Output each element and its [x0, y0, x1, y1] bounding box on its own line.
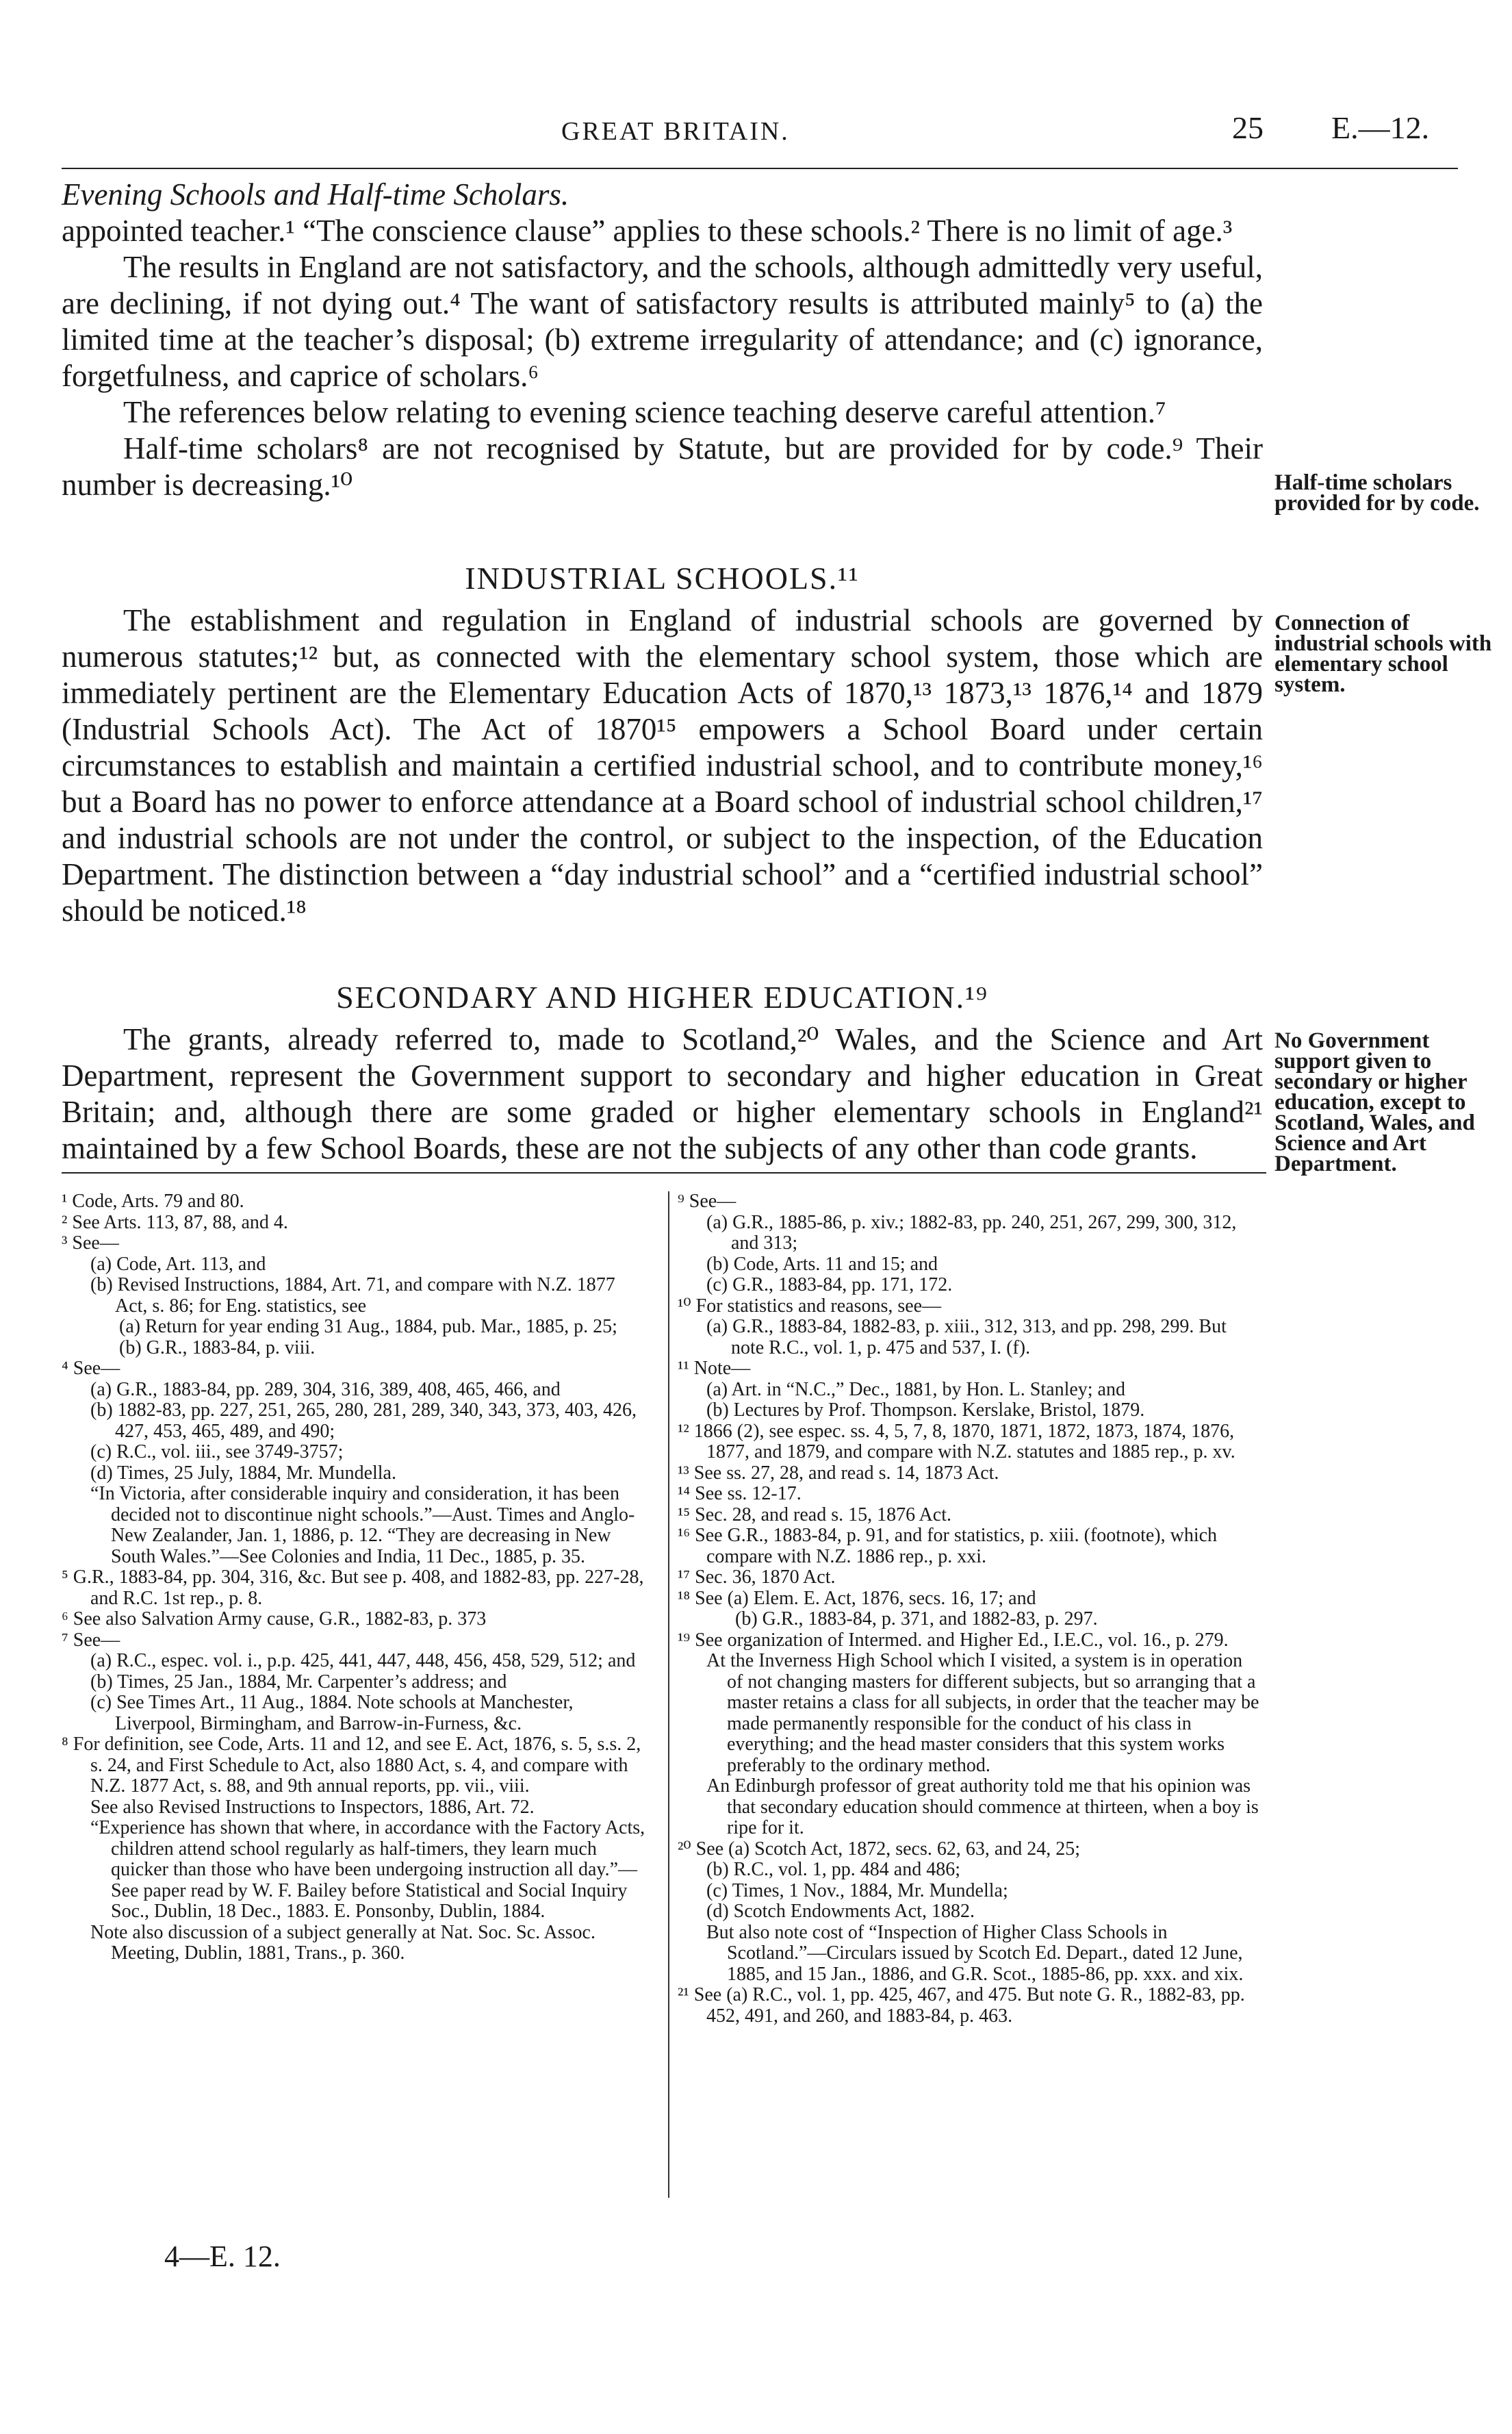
footnotes-right-column	[678, 1191, 1263, 2027]
footnote-line: ⁹ See—	[678, 1191, 736, 1212]
evening-paragraph-4: Half-time scholars⁸ are not recognised by Statute, but are provided for by code.⁹ Their number is decreasing.¹⁰	[62, 431, 1263, 502]
footnote-line: ⁷ See—	[62, 1629, 120, 1651]
footnote-line: (c) See Times Art., 11 Aug., 1884. Note schools at Manchester, Liverpool, Birmingham, and Barrow-in-Furness, &c.	[90, 1692, 574, 1734]
footnote-line: (b) G.R., 1883-84, p. viii.	[119, 1336, 316, 1358]
footnote-line: (a) Code, Art. 113, and	[90, 1253, 266, 1275]
footnote-line: But also note cost of “Inspection of Higher Class Schools in Scotland.”—Circulars issued by Scotch Ed. Depart., dated 12 June, 1885, and 15 Jan., 1886, and G.R. Scot., 1885-86, pp. xxx. and xix.	[706, 1921, 1244, 1985]
footnote-line: (b) Lectures by Prof. Thompson. Kerslake, Bristol, 1879.	[706, 1399, 1145, 1421]
footnote-line: ¹ Code, Arts. 79 and 80.	[62, 1191, 244, 1212]
footnote-line: ⁴ See—	[62, 1358, 120, 1379]
footnote-line: (b) Code, Arts. 11 and 15; and	[706, 1253, 938, 1275]
footnote-line: ¹⁸ See (a) Elem. E. Act, 1876, secs. 16, 17; and	[678, 1587, 1036, 1609]
footnote-line: (a) Art. in “N.C.,” Dec., 1881, by Hon. L. Stanley; and	[706, 1378, 1125, 1400]
footnote-line: ² See Arts. 113, 87, 88, and 4.	[62, 1211, 288, 1233]
footnote-line: ⁶ See also Salvation Army cause, G.R., 1882-83, p. 373	[62, 1608, 487, 1630]
footnote-line: At the Inverness High School which I visited, a system is in operation of not changing masters for different subjects, but so arranging that a master retains a class for all subjects, in order that the teacher may be made permanently responsible for the conduct of his class in everything; and the head master considers that this system works preferably to the ordinary method.	[706, 1650, 1259, 1776]
footnote-line: ⁵ G.R., 1883-84, pp. 304, 316, &c. But see p. 408, and 1882-83, pp. 227-28, and R.C. 1st rep., p. 8.	[62, 1567, 644, 1609]
footnote-line: See also Revised Instructions to Inspectors, 1886, Art. 72.	[90, 1796, 535, 1818]
evening-paragraph-3: The references below relating to evening science teaching deserve careful attention.⁷	[123, 395, 1166, 429]
footnote-line: ¹² 1866 (2), see espec. ss. 4, 5, 7, 8, 1870, 1871, 1872, 1873, 1874, 1876, 1877, and 1879, and compare with N.Z. statutes and 1885 rep., p. xv.	[678, 1420, 1235, 1462]
footnote-line: ³ See—	[62, 1232, 119, 1254]
industrial-section	[62, 603, 1263, 929]
footnote-line: An Edinburgh professor of great authority told me that his opinion was that secondary education should commence at thirteen, when a boy is ripe for it.	[706, 1775, 1259, 1838]
page-number: 25	[1232, 110, 1264, 145]
footnote-line: ¹⁷ Sec. 36, 1870 Act.	[678, 1567, 836, 1588]
footnote-line: (c) Times, 1 Nov., 1884, Mr. Mundella;	[706, 1879, 1008, 1901]
secondary-heading: SECONDARY AND HIGHER EDUCATION.¹⁹	[336, 980, 988, 1015]
margin-note-half-time: Half-time scholars provided for by code.	[1274, 470, 1480, 516]
footnote-rule	[62, 1172, 1266, 1174]
evening-section	[62, 177, 1263, 503]
secondary-paragraph: The grants, already referred to, made to Scotland,²⁰ Wales, and the Science and Art Department, represent the Government support to secondary and higher education in Great Britain; and, although there are some graded or higher elementary schools in England²¹ maintained by a few School Boards, these are not the subjects of any other than code grants.	[62, 1022, 1263, 1165]
footnote-line: (c) G.R., 1883-84, pp. 171, 172.	[706, 1274, 953, 1295]
footnote-line: (d) Times, 25 July, 1884, Mr. Mundella.	[90, 1462, 396, 1484]
footnote-line: ²⁰ See (a) Scotch Act, 1872, secs. 62, 63, and 24, 25;	[678, 1838, 1081, 1860]
footnote-line: (c) R.C., vol. iii., see 3749-3757;	[90, 1441, 344, 1462]
footnote-line: (b) Revised Instructions, 1884, Art. 71, and compare with N.Z. 1877 Act, s. 86; for Eng. statistics, see	[90, 1274, 615, 1317]
footnote-column-divider	[668, 1191, 669, 2198]
evening-subtitle: Evening Schools and Half-time Scholars.	[62, 177, 569, 212]
footnote-line: (b) G.R., 1883-84, p. 371, and 1882-83, p. 297.	[735, 1608, 1098, 1630]
evening-paragraph-1: appointed teacher.¹ “The conscience clause” applies to these schools.² There is no limit of age.³	[62, 214, 1233, 248]
footnote-line: ¹⁰ For statistics and reasons, see—	[678, 1295, 942, 1317]
footnotes-left-column	[62, 1191, 650, 1964]
footnote-line: (a) G.R., 1883-84, pp. 289, 304, 316, 389, 408, 465, 466, and	[90, 1378, 561, 1400]
footnote-line: (a) Return for year ending 31 Aug., 1884, pub. Mar., 1885, p. 25;	[119, 1316, 617, 1337]
header-rule	[62, 168, 1458, 169]
margin-note-industrial: Connection of industrial schools with elementary school system.	[1274, 611, 1492, 697]
footnote-line: (a) G.R., 1885-86, p. xiv.; 1882-83, pp. 240, 251, 267, 299, 300, 312, and 313;	[706, 1211, 1237, 1254]
footnote-line: ⁸ For definition, see Code, Arts. 11 and 12, and see E. Act, 1876, s. 5, s.s. 2, s. 24, and First Schedule to Act, also 1880 Act, s. 4, and compare with N.Z. 1877 Act, s. 88, and 9th annual reports, pp. vii., viii.	[62, 1734, 641, 1797]
industrial-heading: INDUSTRIAL SCHOOLS.¹¹	[465, 561, 860, 596]
footnote-line: “In Victoria, after considerable inquiry and consideration, it has been decided not to discontinue night schools.”—Aust. Times and Anglo-New Zealander, Jan. 1, 1886, p. 12. “They are decreasing in New South Wales.”—See Colonies and India, 11 Dec., 1885, p. 35.	[90, 1483, 635, 1567]
secondary-section	[62, 1022, 1263, 1167]
footnote-line: ¹⁶ See G.R., 1883-84, p. 91, and for statistics, p. xiii. (footnote), which compare with N.Z. 1886 rep., p. xxi.	[678, 1525, 1218, 1567]
footnote-line: (b) 1882-83, pp. 227, 251, 265, 280, 281, 289, 340, 343, 373, 403, 426, 427, 453, 465, 489, and 490;	[90, 1399, 637, 1442]
signature-mark: 4—E. 12.	[164, 2240, 281, 2273]
series-code: E.—12.	[1331, 110, 1430, 145]
margin-note-secondary: No Government support given to secondary or higher education, except to Scotland, Wales, and Science and Art Department.	[1274, 1028, 1475, 1176]
footnote-line: ¹⁹ See organization of Intermed. and Higher Ed., I.E.C., vol. 16., p. 279.	[678, 1629, 1229, 1651]
footnote-line: ¹¹ Note—	[678, 1358, 751, 1379]
footnote-line: Note also discussion of a subject generally at Nat. Soc. Sc. Assoc. Meeting, Dublin, 1881, Trans., p. 360.	[90, 1921, 595, 1964]
footnote-line: (a) G.R., 1883-84, 1882-83, p. xiii., 312, 313, and pp. 298, 299. But note R.C., vol. 1, p. 475 and 537, I. (f).	[706, 1316, 1227, 1358]
footnote-line: ¹³ See ss. 27, 28, and read s. 14, 1873 Act.	[678, 1462, 999, 1484]
footnote-line: ¹⁴ See ss. 12-17.	[678, 1483, 802, 1504]
footnote-line: (a) R.C., espec. vol. i., p.p. 425, 441, 447, 448, 456, 458, 529, 512; and	[90, 1650, 636, 1671]
footnote-line: (d) Scotch Endowments Act, 1882.	[706, 1901, 975, 1922]
running-title: GREAT BRITAIN.	[561, 117, 790, 146]
footnote-line: ²¹ See (a) R.C., vol. 1, pp. 425, 467, and 475. But note G. R., 1882-83, pp. 452, 491, and 260, and 1883-84, p. 463.	[678, 1984, 1245, 2027]
footnote-line: (b) R.C., vol. 1, pp. 484 and 486;	[706, 1859, 960, 1880]
footnote-line: ¹⁵ Sec. 28, and read s. 15, 1876 Act.	[678, 1504, 951, 1525]
evening-paragraph-2: The results in England are not satisfactory, and the schools, although admittedly very useful, are declining, if not dying out.⁴ The want of satisfactory results is attributed mainly⁵ to (a) the limited time at the teacher’s disposal; (b) extreme irregularity of attendance; and (c) ignorance, forgetfulness, and caprice of scholars.⁶	[62, 250, 1263, 393]
footnote-line: (b) Times, 25 Jan., 1884, Mr. Carpenter’s address; and	[90, 1671, 507, 1693]
footnote-line: “Experience has shown that where, in accordance with the Factory Acts, children attend school regularly as half-timers, they learn much quicker than those who have been undergoing instruction all day.”—See paper read by W. F. Bailey before Statistical and Social Inquiry Soc., Dublin, 18 Dec., 1883. E. Ponsonby, Dublin, 1884.	[90, 1817, 645, 1922]
industrial-paragraph: The establishment and regulation in England of industrial schools are governed by numerous statutes;¹² but, as connected with the elementary school system, those which are immediately pertinent are the Elementary Education Acts of 1870,¹³ 1873,¹³ 1876,¹⁴ and 1879 (Industrial Schools Act). The Act of 1870¹⁵ empowers a School Board under certain circumstances to establish and maintain a certified industrial school, and to contribute money,¹⁶ but a Board has no power to enforce attendance at a Board school of industrial school children,¹⁷ and industrial schools are not under the control, or subject to the inspection, of the Education Department. The distinction between a “day industrial school” and a “certified industrial school” should be noticed.¹⁸	[62, 603, 1263, 928]
